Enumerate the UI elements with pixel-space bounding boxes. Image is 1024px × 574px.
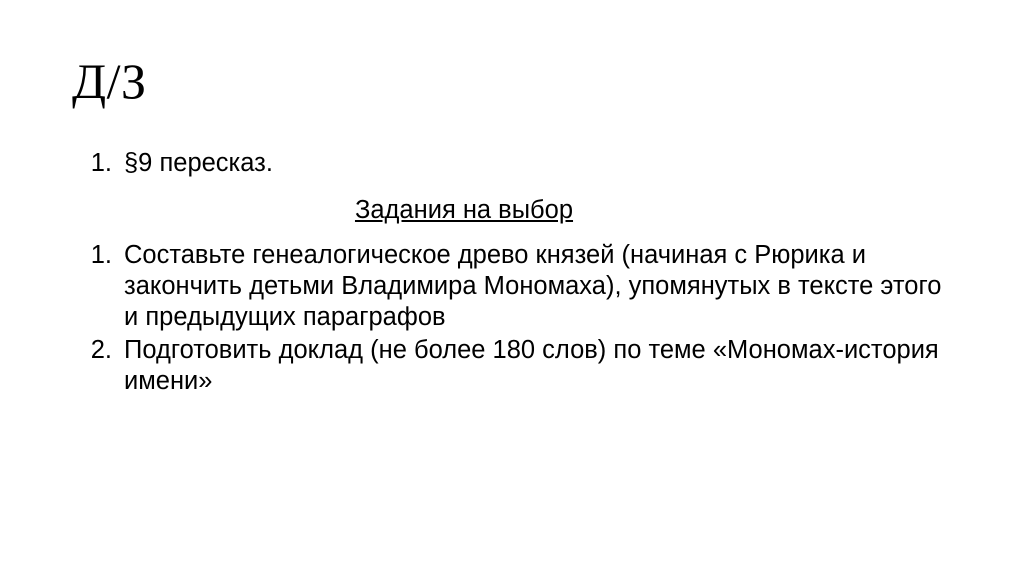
list-item xyxy=(72,148,952,179)
page-title: Д/З xyxy=(72,53,147,109)
slide-body xyxy=(72,148,952,399)
list-item xyxy=(72,240,952,333)
list-item xyxy=(72,335,952,397)
list-item-label: Подготовить доклад (не более 180 слов) по теме «Мономах-история имени» xyxy=(124,336,939,395)
homework-list-choice xyxy=(72,240,952,397)
homework-list-top xyxy=(72,148,952,179)
list-item-label: §9 пересказ. xyxy=(124,149,273,177)
section-subheading-label: Задания на выбор xyxy=(354,196,574,224)
list-item-marker: 1. xyxy=(90,149,112,177)
list-item-label: Составьте генеалогическое древо князей (начиная с Рюрика и закончить детьми Владимира Мономаха), упомянутых в тексте этого и предыдущих параграфов xyxy=(124,241,942,331)
list-item-marker: 2. xyxy=(90,336,112,364)
list-item-marker: 1. xyxy=(90,241,112,269)
section-subheading xyxy=(72,195,952,226)
